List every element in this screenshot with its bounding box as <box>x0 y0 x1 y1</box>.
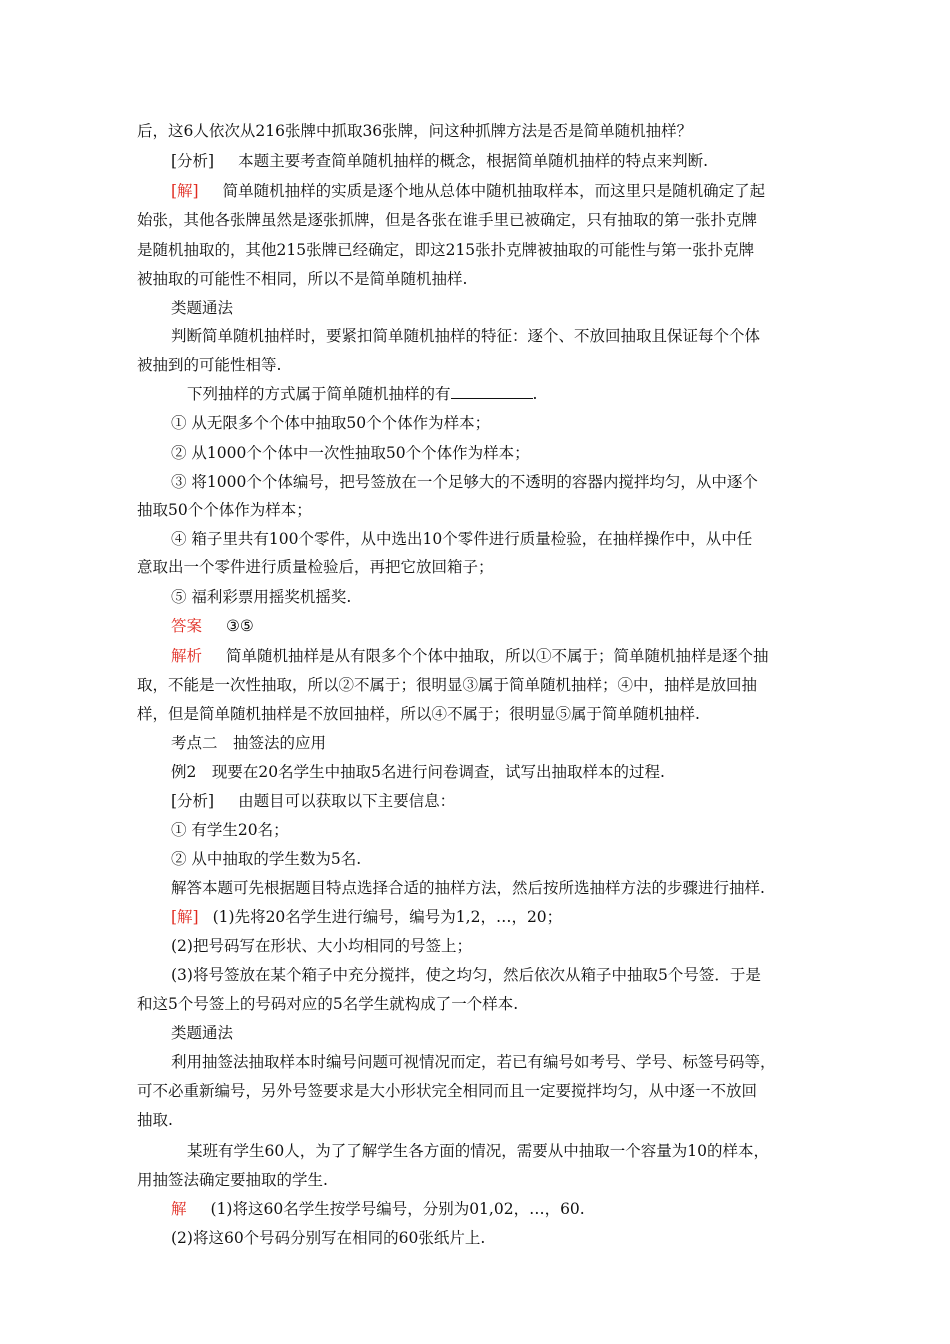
line-text: ① 有学生20名； <box>171 821 289 839</box>
line-text: 和这5个号签上的号码对应的5名学生就构成了一个样本. <box>137 995 519 1013</box>
text-line <box>137 1110 173 1130</box>
section-heading <box>171 1023 233 1043</box>
text-line <box>137 704 700 724</box>
text-line <box>171 1228 485 1248</box>
text-line <box>137 1081 757 1101</box>
answer-line <box>171 616 254 636</box>
list-item <box>171 820 289 840</box>
line-text: 某班有学生60人，为了了解学生各方面的情况，需要从中抽取一个容量为10的样本， <box>187 1142 769 1160</box>
list-item <box>171 529 752 549</box>
text-line <box>171 936 472 956</box>
list-item <box>171 849 361 869</box>
line-text: (2)将这60个号码分别写在相同的60张纸片上. <box>171 1229 486 1247</box>
line-text: 意取出一个零件进行质量检验后，再把它放回箱子； <box>137 558 494 576</box>
line-text: 类题通法 <box>171 1024 234 1042</box>
line-text: (2)把号码写在形状、大小均相同的号签上； <box>171 937 472 955</box>
section-heading <box>171 733 326 753</box>
line-text: (3)将号签放在某个箱子中充分搅拌，使之均匀，然后依次从箱子中抽取5个号签．于是 <box>171 966 761 984</box>
line-text: 下列抽样的方式属于简单随机抽样的有 <box>187 385 451 403</box>
line-text: (1)先将20名学生进行编号，编号为1,2，…，20； <box>212 908 563 926</box>
text-line <box>137 210 757 230</box>
explanation-line <box>171 646 769 666</box>
solution-line <box>171 907 562 927</box>
text-line <box>137 269 467 289</box>
line-text: (1)将这60名学生按学号编号，分别为01,02，…，60. <box>210 1200 585 1218</box>
analysis-tag: [分析] <box>171 152 215 170</box>
line-text: ⑤ 福利彩票用摇奖机摇奖. <box>171 588 352 606</box>
analysis-tag: [分析] <box>171 792 215 810</box>
list-item <box>171 443 530 463</box>
line-text: 例2 现要在20名学生中抽取5名进行问卷调查，试写出抽取样本的过程. <box>171 763 665 781</box>
line-text: 简单随机抽样的实质是逐个地从总体中随机抽取样本，而这里只是随机确定了起 <box>222 182 766 200</box>
text-line <box>137 240 754 260</box>
line-text: 被抽取的可能性不相同，所以不是简单随机抽样. <box>137 270 468 288</box>
line-text: 由题目可以获取以下主要信息： <box>238 792 456 810</box>
line-text: ① 从无限多个个体中抽取50个个体作为样本； <box>171 414 491 432</box>
line-text: 取，不能是一次性抽取，所以②不属于；很明显③属于简单随机抽样；④中，抽样是放回抽 <box>137 676 758 694</box>
list-item <box>171 472 758 492</box>
line-text: ④ 箱子里共有100个零件，从中选出10个零件进行质量检验，在抽样操作中，从中任 <box>171 530 753 548</box>
text-line <box>137 355 281 375</box>
solution-line <box>171 1199 585 1219</box>
line-text: 抽取50个个体作为样本； <box>137 501 312 519</box>
line-text: ③⑤ <box>226 617 254 635</box>
solution-line <box>171 181 765 201</box>
line-text: 后，这6人依次从216张牌中抓取36张牌，问这种抓牌方法是否是简单随机抽样？ <box>137 122 693 140</box>
line-text: ③ 将1000个个体编号，把号签放在一个足够大的不透明的容器内搅拌均匀，从中逐个 <box>171 473 758 491</box>
analysis-line <box>171 151 708 171</box>
list-item <box>171 413 490 433</box>
line-text: ② 从1000个个体中一次性抽取50个个体作为样本； <box>171 444 530 462</box>
explanation-tag: 解析 <box>171 647 203 665</box>
example-line <box>171 762 665 782</box>
line-text: 用抽签法确定要抽取的学生. <box>137 1171 328 1189</box>
text-line <box>137 500 312 520</box>
line-text: 考点二 抽签法的应用 <box>171 734 327 752</box>
line-text: 抽取. <box>137 1111 173 1129</box>
text-line <box>171 965 761 985</box>
text-line <box>137 1170 328 1190</box>
line-text: 样，但是简单随机抽样是不放回抽样，所以④不属于；很明显⑤属于简单随机抽样. <box>137 705 700 723</box>
question-line <box>187 1141 769 1161</box>
line-text: 是随机抽取的，其他215张牌已经确定，即这215张扑克牌被抽取的可能性与第一张扑克牌 <box>137 241 755 259</box>
analysis-line <box>171 791 455 811</box>
line-text: 被抽到的可能性相等. <box>137 356 282 374</box>
text-line <box>137 121 692 141</box>
solution-tag: [解] <box>171 182 199 200</box>
question-line <box>187 384 537 404</box>
answer-blank <box>451 384 533 399</box>
section-heading <box>171 298 233 318</box>
text-line <box>137 557 494 577</box>
line-text: 可不必重新编号，另外号签要求是大小形状完全相同而且一定要搅拌均匀，从中逐一不放回 <box>137 1082 758 1100</box>
solution-tag: [解] <box>171 908 199 926</box>
line-text: 本题主要考查简单随机抽样的概念，根据简单随机抽样的特点来判断. <box>238 152 709 170</box>
line-text: 解答本题可先根据题目特点选择合适的抽样方法，然后按所选抽样方法的步骤进行抽样. <box>171 879 765 897</box>
line-text: ② 从中抽取的学生数为5名. <box>171 850 362 868</box>
text-line <box>137 994 518 1014</box>
line-text: 利用抽签法抽取样本时编号问题可视情况而定，若已有编号如考号、学号、标签号码等， <box>171 1053 776 1071</box>
solution-tag: 解 <box>171 1200 187 1218</box>
text-line <box>171 326 760 346</box>
line-text: . <box>532 385 538 403</box>
text-line <box>137 675 757 695</box>
line-text: 类题通法 <box>171 299 234 317</box>
text-line <box>171 1052 776 1072</box>
line-text: 判断简单随机抽样时，要紧扣简单随机抽样的特征：逐个、不放回抽取且保证每个个体 <box>171 327 761 345</box>
line-text: 始张，其他各张牌虽然是逐张抓牌，但是各张在谁手里已被确定，只有抽取的第一张扑克牌 <box>137 211 758 229</box>
answer-tag: 答案 <box>171 617 203 635</box>
list-item <box>171 587 351 607</box>
line-text: 简单随机抽样是从有限多个个体中抽取，所以①不属于；简单随机抽样是逐个抽 <box>226 647 769 665</box>
text-line <box>171 878 765 898</box>
